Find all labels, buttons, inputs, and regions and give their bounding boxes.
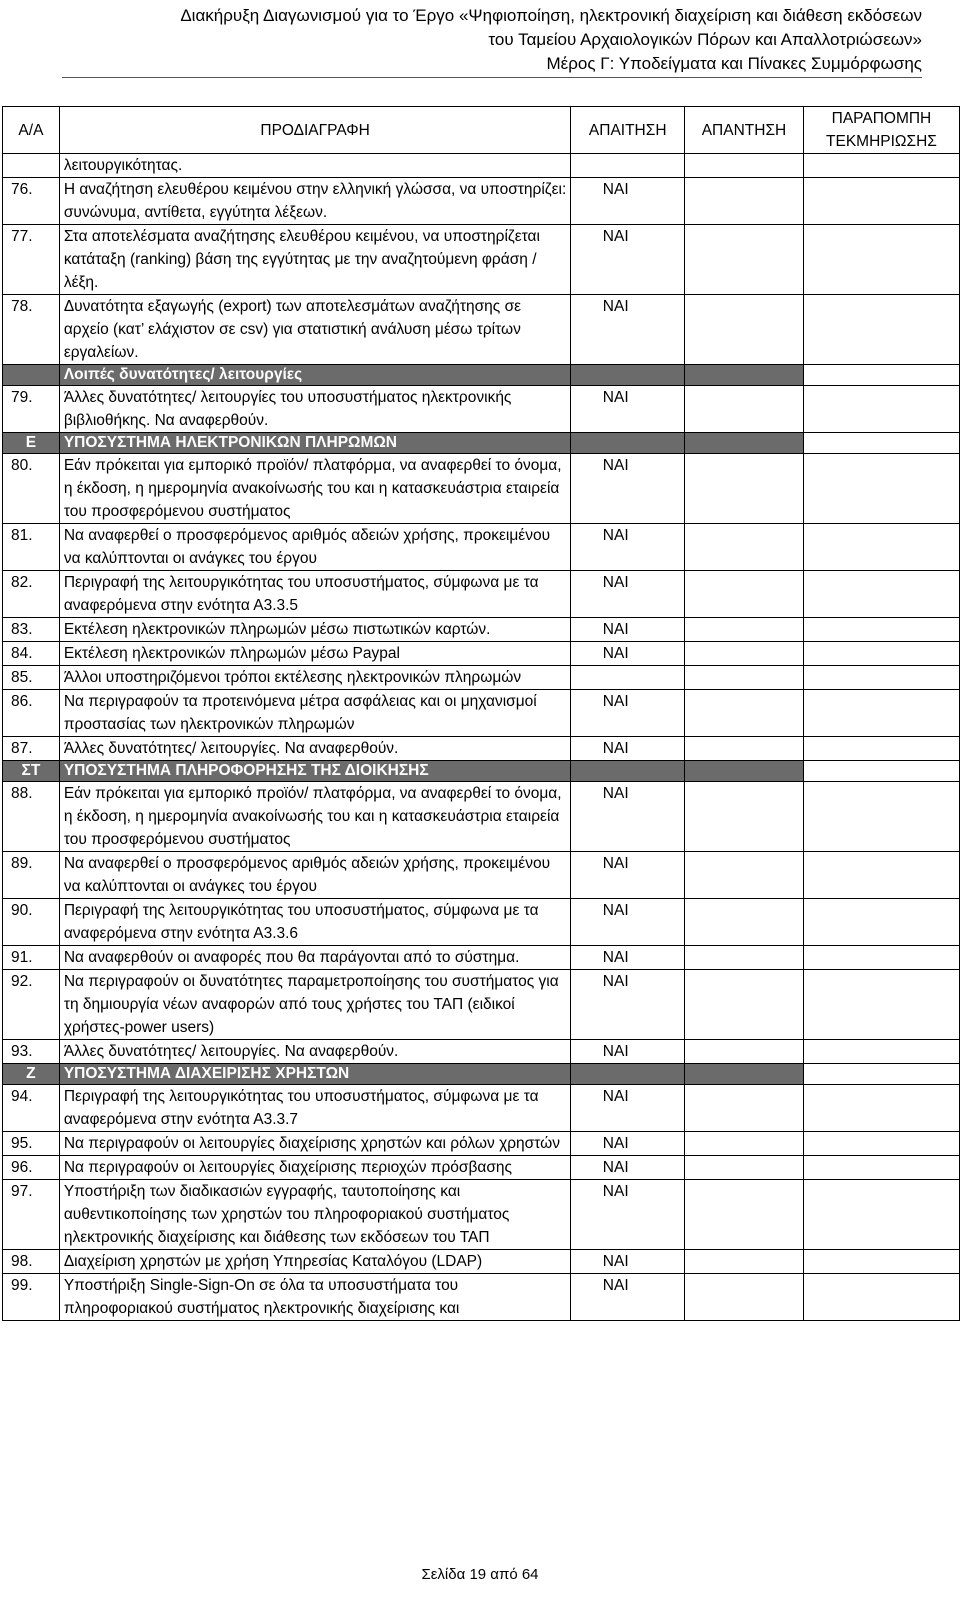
cell-response (685, 225, 804, 295)
cell-response (685, 946, 804, 970)
cell-reference (803, 571, 959, 618)
cell-num: 88. (3, 782, 60, 852)
cell-num: 82. (3, 571, 60, 618)
cell-spec: Να αναφερθεί ο προσφερόμενος αριθμός αδειών χρήσης, προκειμένου να καλύπτονται οι ανάγκες του έργου (59, 524, 571, 571)
cell-spec: Να αναφερθεί ο προσφερόμενος αριθμός αδειών χρήσης, προκειμένου να καλύπτονται οι ανάγκες του έργου (59, 852, 571, 899)
cell-num: 78. (3, 295, 60, 365)
cell-reference (803, 618, 959, 642)
section-e-payments (3, 433, 960, 454)
cell-spec: Υποστήριξη των διαδικασιών εγγραφής, ταυτοποίησης και αυθεντικοποίησης των χρηστών του πληροφοριακού συστήματος ηλεκτρονικής διαχείρισης και διάθεσης των εκδόσεων του ΤΑΠ (59, 1180, 571, 1250)
table-row (3, 571, 960, 618)
cell-req: ΝΑΙ (571, 852, 685, 899)
section-title: ΥΠΟΣΥΣΤΗΜΑ ΠΛΗΡΟΦΟΡΗΣΗΣ ΤΗΣ ΔΙΟΙΚΗΣΗΣ (59, 761, 571, 782)
cell-num: 93. (3, 1040, 60, 1064)
cell-reference (803, 454, 959, 524)
cell-reference (803, 295, 959, 365)
table-row (3, 454, 960, 524)
cell-num: 79. (3, 386, 60, 433)
section-code: Ε (3, 433, 60, 454)
cell-response (685, 454, 804, 524)
table-row (3, 737, 960, 761)
cell-req: ΝΑΙ (571, 899, 685, 946)
cell-reference (803, 946, 959, 970)
section-title: ΥΠΟΣΥΣΤΗΜΑ ΗΛΕΚΤΡΟΝΙΚΩΝ ΠΛΗΡΩΜΩΝ (59, 433, 571, 454)
cell-req: ΝΑΙ (571, 386, 685, 433)
cell-num: 94. (3, 1085, 60, 1132)
table-row (3, 970, 960, 1040)
cell-response (685, 899, 804, 946)
cell-req (571, 154, 685, 178)
cell-response (685, 154, 804, 178)
cell-reference (803, 1040, 959, 1064)
cell-spec: Περιγραφή της λειτουργικότητας του υποσυστήματος, σύμφωνα με τα αναφερόμενα στην ενότητα Α3.3.7 (59, 1085, 571, 1132)
table-row (3, 1250, 960, 1274)
cell-req: ΝΑΙ (571, 524, 685, 571)
table-row (3, 1156, 960, 1180)
section-blank (803, 433, 959, 454)
cell-req: ΝΑΙ (571, 946, 685, 970)
cell-spec: Άλλες δυνατότητες/ λειτουργίες. Να αναφερθούν. (59, 1040, 571, 1064)
cell-reference (803, 1250, 959, 1274)
cell-req: ΝΑΙ (571, 737, 685, 761)
cell-reference (803, 524, 959, 571)
cell-reference (803, 1156, 959, 1180)
cell-response (685, 852, 804, 899)
table-header-row (3, 107, 960, 154)
cell-spec: Περιγραφή της λειτουργικότητας του υποσυστήματος, σύμφωνα με τα αναφερόμενα στην ενότητα Α3.3.5 (59, 571, 571, 618)
cell-num: 96. (3, 1156, 60, 1180)
table-row (3, 666, 960, 690)
cell-spec: Εκτέλεση ηλεκτρονικών πληρωμών μέσω Paypal (59, 642, 571, 666)
cell-reference (803, 1180, 959, 1250)
cell-response (685, 618, 804, 642)
cell-spec: Στα αποτελέσματα αναζήτησης ελευθέρου κειμένου, να υποστηρίζεται κατάταξη (ranking) βάση της εγγύτητας με την αναζητούμενη φράση / λέξη. (59, 225, 571, 295)
table-row (3, 618, 960, 642)
cell-response (685, 666, 804, 690)
table-row (3, 1132, 960, 1156)
section-title: ΥΠΟΣΥΣΤΗΜΑ ΔΙΑΧΕΙΡΙΣΗΣ ΧΡΗΣΤΩΝ (59, 1064, 571, 1085)
cell-req: ΝΑΙ (571, 295, 685, 365)
cell-req: ΝΑΙ (571, 225, 685, 295)
cell-spec: Να περιγραφούν οι λειτουργίες διαχείρισης περιοχών πρόσβασης (59, 1156, 571, 1180)
section-fill (571, 433, 685, 454)
section-fill (685, 433, 804, 454)
table-row (3, 1040, 960, 1064)
table-row (3, 225, 960, 295)
cell-spec: Άλλοι υποστηριζόμενοι τρόποι εκτέλεσης ηλεκτρονικών πληρωμών (59, 666, 571, 690)
cell-reference (803, 1132, 959, 1156)
section-st-management-info (3, 761, 960, 782)
table-body (3, 154, 960, 1321)
section-fill (685, 365, 804, 386)
cell-response (685, 1180, 804, 1250)
cell-response (685, 1085, 804, 1132)
cell-response (685, 524, 804, 571)
section-code: Ζ (3, 1064, 60, 1085)
cell-response (685, 642, 804, 666)
cell-num: 83. (3, 618, 60, 642)
cell-response (685, 295, 804, 365)
cell-req: ΝΑΙ (571, 690, 685, 737)
section-blank (803, 365, 959, 386)
cell-num: 80. (3, 454, 60, 524)
col-header-requirement: ΑΠΑΙΤΗΣΗ (571, 107, 685, 154)
cell-num: 85. (3, 666, 60, 690)
cell-response (685, 1156, 804, 1180)
cell-response (685, 1132, 804, 1156)
table-row (3, 1180, 960, 1250)
header-line-3: Μέρος Γ: Υποδείγματα και Πίνακες Συμμόρφωσης (546, 54, 922, 73)
table-row-continuation (3, 154, 960, 178)
cell-num: 87. (3, 737, 60, 761)
table-row (3, 524, 960, 571)
cell-req: ΝΑΙ (571, 1274, 685, 1321)
cell-spec: Διαχείριση χρηστών με χρήση Υπηρεσίας Καταλόγου (LDAP) (59, 1250, 571, 1274)
cell-num: 89. (3, 852, 60, 899)
cell-spec: Δυνατότητα εξαγωγής (export) των αποτελεσμάτων αναζήτησης σε αρχείο (κατ’ ελάχιστον σε csv) για στατιστική ανάλυση μέσω τρίτων εργαλείων. (59, 295, 571, 365)
section-fill (571, 1064, 685, 1085)
col-header-aa: Α/Α (3, 107, 60, 154)
cell-spec: Να περιγραφούν οι δυνατότητες παραμετροποίησης του συστήματος για τη δημιουργία νέων αναφορών από τους χρήστες του ΤΑΠ (ειδικοί χρήστες-power users) (59, 970, 571, 1040)
cell-response (685, 571, 804, 618)
cell-response (685, 690, 804, 737)
cell-num: 81. (3, 524, 60, 571)
header-rule (62, 77, 922, 78)
section-code (3, 365, 60, 386)
cell-req: ΝΑΙ (571, 1156, 685, 1180)
table-row (3, 1274, 960, 1321)
cell-num: 92. (3, 970, 60, 1040)
cell-response (685, 1274, 804, 1321)
cell-req (571, 666, 685, 690)
cell-reference (803, 737, 959, 761)
cell-spec: Να περιγραφούν τα προτεινόμενα μέτρα ασφάλειας και οι μηχανισμοί προστασίας των ηλεκτρονικών πληρωμών (59, 690, 571, 737)
cell-req: ΝΑΙ (571, 782, 685, 852)
cell-spec: Να αναφερθούν οι αναφορές που θα παράγονται από το σύστημα. (59, 946, 571, 970)
cell-reference (803, 386, 959, 433)
cell-spec: Εάν πρόκειται για εμπορικό προϊόν/ πλατφόρμα, να αναφερθεί το όνομα, η έκδοση, η ημερομηνία ανακοίνωσής του και η κατασκευάστρια εταιρεία του προσφερόμενου συστήματος (59, 454, 571, 524)
table-row (3, 386, 960, 433)
section-fill (571, 761, 685, 782)
cell-reference (803, 666, 959, 690)
table-row (3, 295, 960, 365)
cell-spec: Εκτέλεση ηλεκτρονικών πληρωμών μέσω πιστωτικών καρτών. (59, 618, 571, 642)
cell-reference (803, 1085, 959, 1132)
cell-spec: Άλλες δυνατότητες/ λειτουργίες. Να αναφερθούν. (59, 737, 571, 761)
cell-num: 91. (3, 946, 60, 970)
header-line-2: του Ταμείου Αρχαιολογικών Πόρων και Απαλλοτριώσεων» (488, 30, 922, 49)
table-row (3, 1085, 960, 1132)
table-row (3, 690, 960, 737)
cell-spec: Περιγραφή της λειτουργικότητας του υποσυστήματος, σύμφωνα με τα αναφερόμενα στην ενότητα Α3.3.6 (59, 899, 571, 946)
cell-num: 84. (3, 642, 60, 666)
cell-req: ΝΑΙ (571, 571, 685, 618)
cell-reference (803, 225, 959, 295)
table-row (3, 852, 960, 899)
cell-num (3, 154, 60, 178)
compliance-table (2, 106, 960, 1321)
cell-req: ΝΑΙ (571, 642, 685, 666)
cell-reference (803, 1274, 959, 1321)
cell-req: ΝΑΙ (571, 970, 685, 1040)
cell-spec: λειτουργικότητας. (59, 154, 571, 178)
cell-reference (803, 852, 959, 899)
cell-spec: Άλλες δυνατότητες/ λειτουργίες του υποσυστήματος ηλεκτρονικής βιβλιοθήκης. Να αναφερθούν. (59, 386, 571, 433)
cell-reference (803, 154, 959, 178)
section-code: ΣΤ (3, 761, 60, 782)
cell-spec: Υποστήριξη Single-Sign-On σε όλα τα υποσυστήματα του πληροφοριακού συστήματος ηλεκτρονικής διαχείρισης και (59, 1274, 571, 1321)
cell-response (685, 386, 804, 433)
cell-reference (803, 782, 959, 852)
cell-num: 77. (3, 225, 60, 295)
cell-req: ΝΑΙ (571, 1132, 685, 1156)
cell-reference (803, 690, 959, 737)
table-row (3, 782, 960, 852)
header-line-1: Διακήρυξη Διαγωνισμού για το Έργο «Ψηφιοποίηση, ηλεκτρονική διαχείριση και διάθεση εκδόσεων (180, 6, 922, 25)
cell-response (685, 737, 804, 761)
cell-req: ΝΑΙ (571, 454, 685, 524)
section-fill (685, 761, 804, 782)
cell-num: 86. (3, 690, 60, 737)
cell-reference (803, 642, 959, 666)
cell-num: 98. (3, 1250, 60, 1274)
cell-num: 90. (3, 899, 60, 946)
cell-num: 76. (3, 178, 60, 225)
section-fill (571, 365, 685, 386)
section-blank (803, 761, 959, 782)
cell-response (685, 1250, 804, 1274)
cell-req: ΝΑΙ (571, 1085, 685, 1132)
cell-spec: Εάν πρόκειται για εμπορικό προϊόν/ πλατφόρμα, να αναφερθεί το όνομα, η έκδοση, η ημερομηνία ανακοίνωσής του και η κατασκευάστρια εταιρεία του προσφερόμενου συστήματος (59, 782, 571, 852)
cell-spec: Η αναζήτηση ελευθέρου κειμένου στην ελληνική γλώσσα, να υποστηρίζει: συνώνυμα, αντίθετα, εγγύτητα λέξεων. (59, 178, 571, 225)
cell-num: 95. (3, 1132, 60, 1156)
cell-response (685, 178, 804, 225)
section-fill (685, 1064, 804, 1085)
cell-reference (803, 970, 959, 1040)
document-header (0, 4, 922, 76)
cell-num: 99. (3, 1274, 60, 1321)
table-row (3, 178, 960, 225)
cell-num: 97. (3, 1180, 60, 1250)
cell-response (685, 782, 804, 852)
cell-reference (803, 899, 959, 946)
col-header-spec: ΠΡΟΔΙΑΓΡΑΦΗ (59, 107, 571, 154)
cell-spec: Να περιγραφούν οι λειτουργίες διαχείρισης χρηστών και ρόλων χρηστών (59, 1132, 571, 1156)
section-title: Λοιπές δυνατότητες/ λειτουργίες (59, 365, 571, 386)
table-row (3, 642, 960, 666)
col-header-reference: ΠΑΡΑΠΟΜΠΗ ΤΕΚΜΗΡΙΩΣΗΣ (803, 107, 959, 154)
cell-req: ΝΑΙ (571, 1250, 685, 1274)
subsection-other-capabilities (3, 365, 960, 386)
table-row (3, 946, 960, 970)
section-z-user-management (3, 1064, 960, 1085)
cell-response (685, 970, 804, 1040)
page-number: Σελίδα 19 από 64 (421, 1566, 539, 1583)
cell-reference (803, 178, 959, 225)
cell-response (685, 1040, 804, 1064)
col-header-response: ΑΠΑΝΤΗΣΗ (685, 107, 804, 154)
cell-req: ΝΑΙ (571, 618, 685, 642)
cell-req: ΝΑΙ (571, 178, 685, 225)
table-row (3, 899, 960, 946)
cell-req: ΝΑΙ (571, 1180, 685, 1250)
cell-req: ΝΑΙ (571, 1040, 685, 1064)
section-blank (803, 1064, 959, 1085)
